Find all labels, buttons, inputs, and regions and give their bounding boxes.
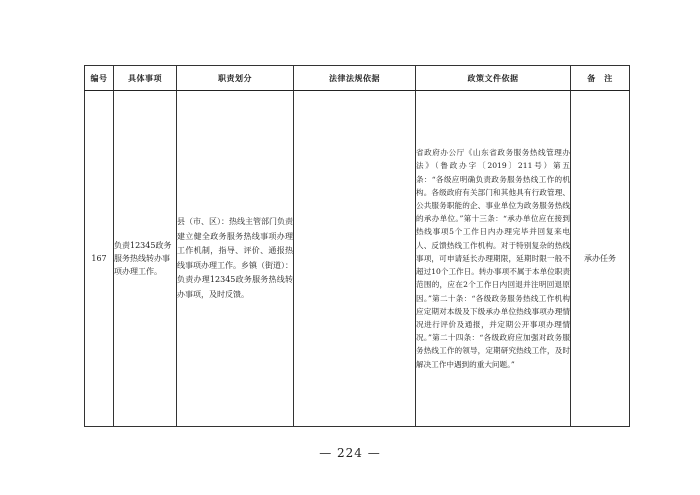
cell-policy: 省政府办公厅《山东省政务服务热线管理办法》（鲁政办字〔2019〕211号）第五条：“各级应明确负责政务服务热线工作的机构。各级政府有关部门和其他具有行政管理、公共服务职能的企、事业单位为政务服务热线的承办单位。”第十三条：“承办单位应在接到热线事项5个工作日内办理完毕并回复来电人、反馈热线工作机构。对于特别复杂的热线事项，可申请延长办理期限，延期时限一般不超过10个工作日。转办事项不属于本单位职责范围的，应在2个工作日内回退并注明回退原因。”第二十条：“各级政务服务热线工作机构应定期对本级及下级承办单位热线事项办理情况进行评价及通报，并定期公开事项办理情况。”第二十四条：“各级政府应加强对政务服务热线工作的领导，定期研究热线工作，及时解决工作中遇到的重大问题。” bbox=[416, 91, 571, 427]
table-row bbox=[85, 91, 630, 427]
header-item: 具体事项 bbox=[114, 66, 177, 91]
header-duty: 职责划分 bbox=[177, 66, 294, 91]
page-number: — 224 — bbox=[319, 446, 381, 460]
cell-number: 167 bbox=[85, 91, 114, 427]
header-law: 法律法规依据 bbox=[294, 66, 416, 91]
cell-item: 负责12345政务服务热线转办事项办理工作。 bbox=[114, 91, 177, 427]
header-remark: 备 注 bbox=[571, 66, 630, 91]
header-policy: 政策文件依据 bbox=[416, 66, 571, 91]
cell-duty: 县（市、区）：热线主管部门负责建立健全政务服务热线事项办理工作机制，指导、评价、通报热线事项办理工作。乡镇（街道）：负责办理12345政务服务热线转办事项，及时反馈。 bbox=[177, 91, 294, 427]
header-number: 编号 bbox=[85, 66, 114, 91]
cell-remark: 承办任务 bbox=[571, 91, 630, 427]
cell-law bbox=[294, 91, 416, 427]
table-header-row bbox=[85, 66, 630, 91]
responsibility-table bbox=[84, 65, 630, 427]
